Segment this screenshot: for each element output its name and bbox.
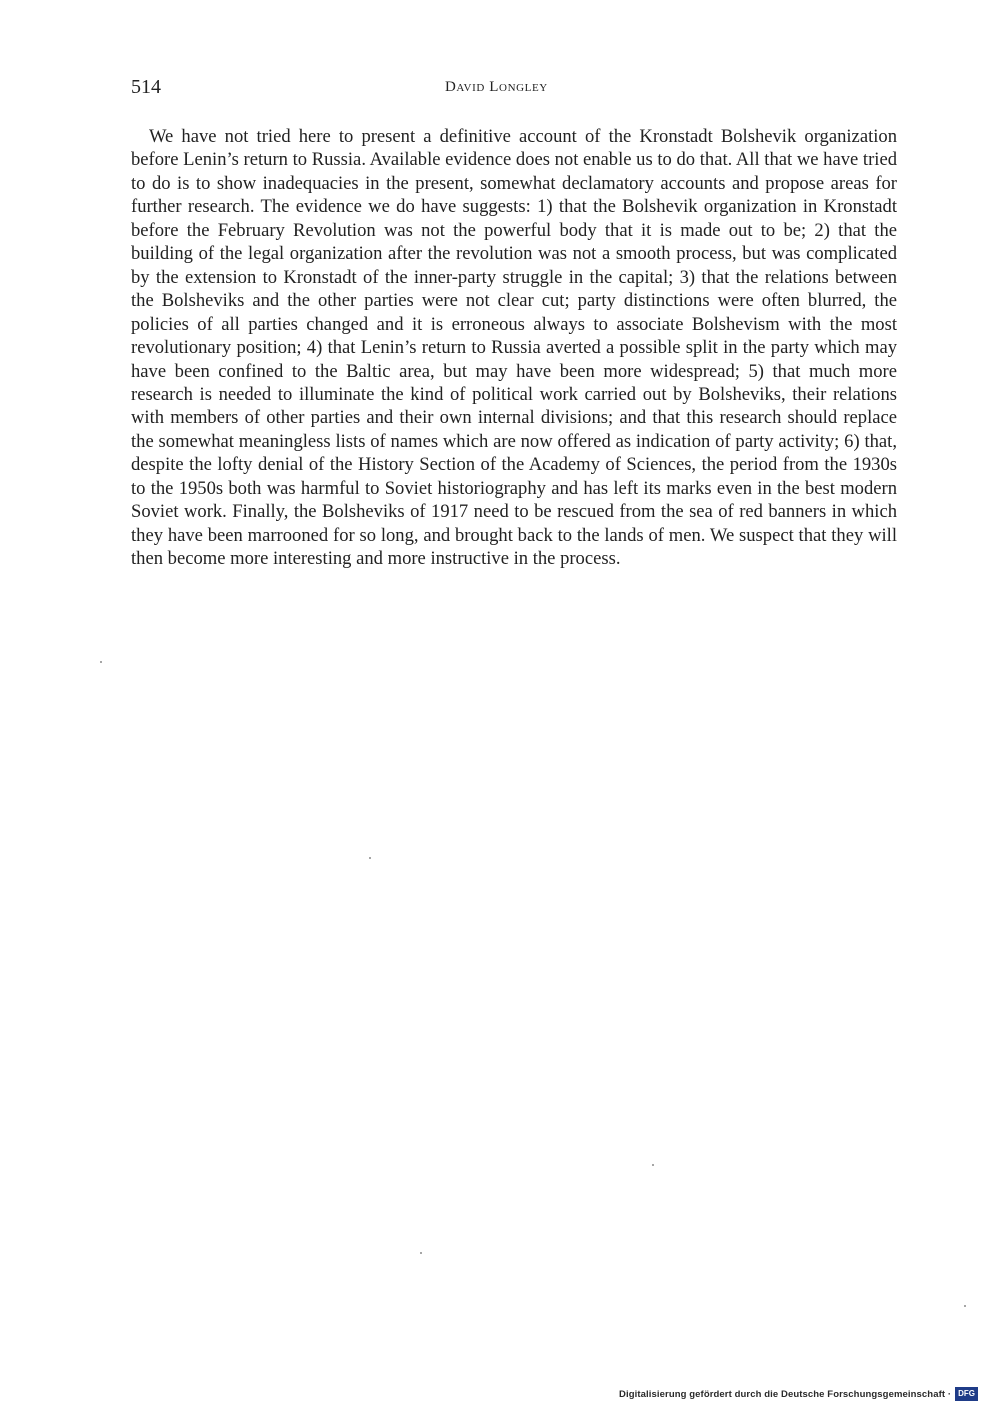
- scan-speck: [652, 1164, 654, 1166]
- scan-speck: [369, 857, 371, 859]
- digitization-notice: Digitalisierung gefördert durch die Deutsche Forschungsgemeinschaft ·: [619, 1388, 952, 1400]
- dfg-logo: DFG: [955, 1387, 978, 1401]
- body-paragraph: We have not tried here to present a definitive account of the Kronstadt Bolshevik organization before Lenin’s return to Russia. Available evidence does not enable us to do that. All that we have tried to do is to show inadequacies in the present, somewhat declamatory accounts and propose areas for further research. The evidence we do have suggests: 1) that the Bolshevik organization in Kronstadt before the February Revolution was not the powerful body that it is made out to be; 2) that the building of the legal organization after the revolution was not a smooth process, but was complicated by the extension to Kronstadt of the inner-party struggle in the capital; 3) that the relations between the Bolsheviks and the other parties were not clear cut; party distinctions were often blurred, the policies of all parties changed and it is erroneous always to associate Bolshevism with the most revolutionary position; 4) that Lenin’s return to Russia averted a possible split in the party which may have been confined to the Baltic area, but may have been more widespread; 5) that much more research is needed to illuminate the kind of political work carried out by Bolsheviks, their relations with members of other parties and their own internal divisions; and that this research should replace the somewhat meaningless lists of names which are now offered as indication of party activity; 6) that, despite the lofty denial of the History Section of the Academy of Sciences, the period from the 1930s to the 1950s both was harmful to Soviet historiography and has left its marks even in the best modern Soviet work. Finally, the Bolsheviks of 1917 need to be rescued from the sea of red banners in which they have been marrooned for so long, and brought back to the lands of men. We suspect that they will then become more interesting and more instructive in the process.: [131, 126, 897, 570]
- scan-speck: [100, 661, 102, 663]
- scan-speck: [964, 1305, 966, 1307]
- page-header: [131, 74, 897, 100]
- digitization-footer: [619, 1386, 978, 1402]
- scan-speck: [420, 1252, 422, 1254]
- running-head: David Longley: [445, 79, 548, 95]
- page-number: 514: [131, 76, 161, 98]
